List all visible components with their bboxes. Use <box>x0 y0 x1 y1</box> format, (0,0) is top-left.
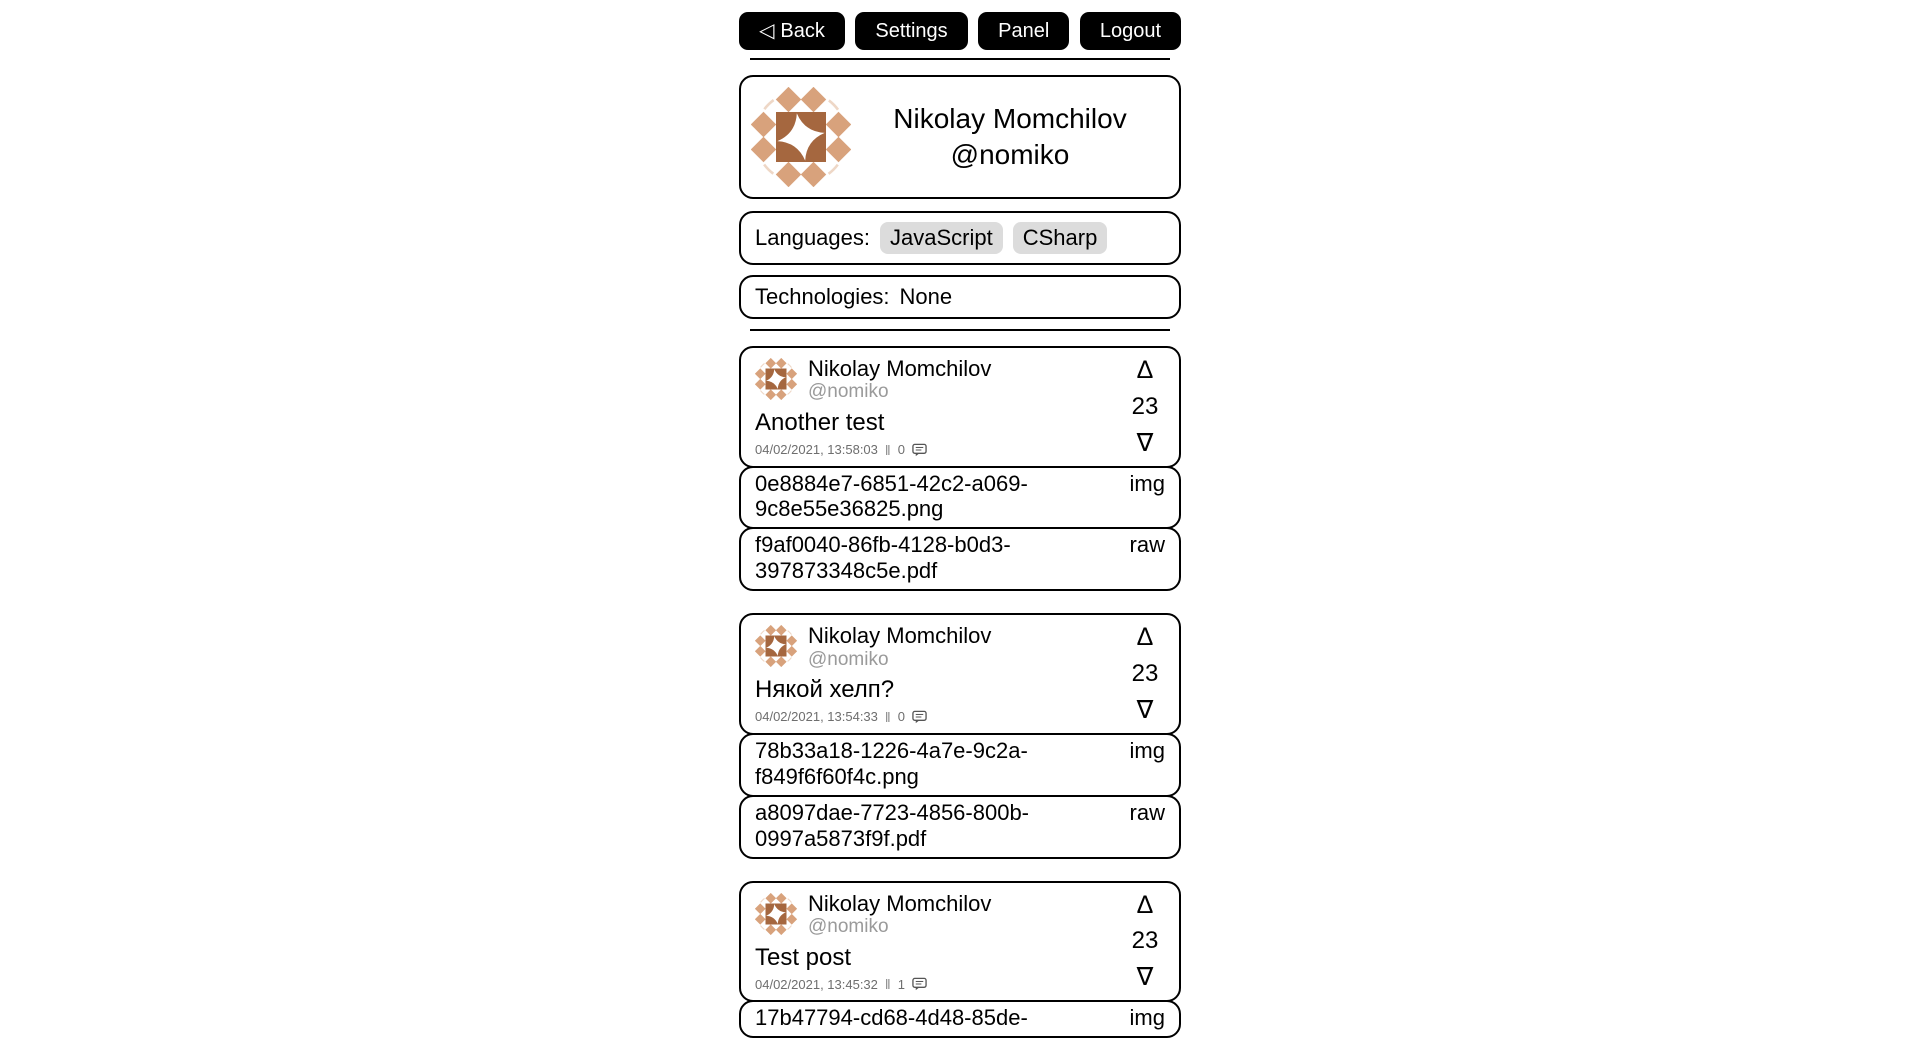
meta-separator: ‖ <box>884 708 891 725</box>
attachments <box>739 1000 1181 1038</box>
post-author-avatar-identicon <box>755 893 797 935</box>
upvote-button[interactable]: Δ <box>1136 356 1154 384</box>
post-card[interactable] <box>739 881 1181 1003</box>
post-author-block <box>808 623 991 670</box>
attachment-type-label: img <box>1129 1005 1165 1031</box>
post-timestamp: 04/02/2021, 13:45:32 <box>755 976 878 992</box>
attachment-row[interactable] <box>739 527 1181 591</box>
post-group <box>739 881 1181 1038</box>
technologies-label: Technologies: <box>755 284 890 309</box>
feed-divider <box>750 329 1170 331</box>
upvote-button[interactable]: Δ <box>1136 623 1154 652</box>
post-author-name: Nikolay Momchilov <box>808 356 992 381</box>
attachment-type-label: raw <box>1129 799 1165 825</box>
post-timestamp: 04/02/2021, 13:58:03 <box>755 442 878 458</box>
vote-count: 23 <box>1131 927 1159 955</box>
post-meta <box>755 442 1125 458</box>
upvote-button[interactable]: Δ <box>1136 890 1154 919</box>
post-author-handle: @nomiko <box>808 915 889 937</box>
comment-icon <box>912 443 927 457</box>
profile-name-block <box>851 101 1169 173</box>
attachment-row[interactable] <box>739 466 1181 530</box>
post-timestamp: 04/02/2021, 13:54:33 <box>755 709 878 725</box>
post-group <box>739 613 1181 858</box>
post-author-handle: @nomiko <box>808 648 889 670</box>
post-title: Някой хелп? <box>755 676 895 704</box>
post-header <box>755 356 1125 403</box>
attachment-filename: 0e8884e7-6851-42c2-a069-9c8e55e36825.png <box>755 470 1028 522</box>
post-card[interactable] <box>739 346 1181 468</box>
post-author-avatar-identicon <box>755 625 797 667</box>
back-button[interactable] <box>739 12 845 50</box>
attachment-filename: 17b47794-cd68-4d48-85de- <box>755 1005 1028 1031</box>
post-comment-count: 1 <box>897 976 905 992</box>
post-author-avatar-identicon <box>755 358 797 400</box>
post-author-block <box>808 356 991 403</box>
comment-icon <box>912 710 927 724</box>
post-group <box>739 346 1181 591</box>
back-button-label: Back <box>780 20 825 42</box>
post-main <box>755 356 1125 458</box>
comment-icon <box>912 977 927 991</box>
downvote-button[interactable]: ∇ <box>1136 428 1154 457</box>
post-meta <box>755 709 1125 725</box>
attachments <box>739 733 1181 859</box>
post-author-block <box>808 891 991 938</box>
downvote-button[interactable]: ∇ <box>1136 695 1154 724</box>
post-title: Test post <box>755 943 852 971</box>
post-card[interactable] <box>739 613 1181 735</box>
vote-column <box>1125 356 1165 458</box>
attachment-row[interactable] <box>739 795 1181 859</box>
attachment-filename: 78b33a18-1226-4a7e-9c2a-f849f6f60f4c.png <box>755 737 1028 789</box>
profile-card <box>739 75 1181 199</box>
top-divider <box>750 58 1170 60</box>
languages-card <box>739 211 1181 265</box>
logout-button[interactable]: Logout <box>1080 12 1181 50</box>
post-comment-count: 0 <box>897 442 905 458</box>
technologies-value: None <box>899 284 953 309</box>
downvote-button[interactable]: ∇ <box>1136 963 1154 992</box>
language-pill-javascript: JavaScript <box>880 222 1003 254</box>
attachment-filename: a8097dae-7723-4856-800b-0997a5873f9f.pdf <box>755 799 1030 851</box>
vote-column <box>1125 623 1165 725</box>
languages-label: Languages: <box>755 225 870 250</box>
attachment-row[interactable] <box>739 733 1181 797</box>
post-main <box>755 891 1125 993</box>
attachments <box>739 466 1181 592</box>
back-arrow-icon: ◁ <box>759 20 775 42</box>
meta-separator: ‖ <box>884 976 891 993</box>
post-header <box>755 623 1125 670</box>
page-column <box>739 0 1181 1038</box>
profile-avatar-identicon <box>751 87 851 187</box>
post-main <box>755 623 1125 725</box>
post-title: Another test <box>755 409 885 437</box>
post-comment-count: 0 <box>897 709 905 725</box>
attachment-filename: f9af0040-86fb-4128-b0d3-397873348c5e.pdf <box>755 532 1011 584</box>
meta-separator: ‖ <box>884 441 891 458</box>
language-pill-csharp: CSharp <box>1013 222 1108 254</box>
vote-count: 23 <box>1131 660 1159 688</box>
vote-column <box>1125 891 1165 993</box>
vote-count: 23 <box>1131 392 1159 420</box>
post-header <box>755 891 1125 938</box>
attachment-type-label: img <box>1129 737 1165 763</box>
panel-button[interactable]: Panel <box>978 12 1069 50</box>
post-author-name: Nikolay Momchilov <box>808 623 992 649</box>
settings-button[interactable]: Settings <box>855 12 967 50</box>
attachment-type-label: raw <box>1129 532 1165 558</box>
post-author-name: Nikolay Momchilov <box>808 890 992 916</box>
profile-handle: @nomiko <box>950 139 1070 170</box>
toolbar <box>739 12 1181 50</box>
technologies-card <box>739 275 1181 319</box>
posts-feed <box>739 346 1181 1038</box>
profile-display-name: Nikolay Momchilov <box>893 103 1127 135</box>
post-author-handle: @nomiko <box>808 381 889 403</box>
attachment-type-label: img <box>1129 470 1165 496</box>
post-meta <box>755 976 1125 992</box>
attachment-row[interactable] <box>739 1000 1181 1038</box>
